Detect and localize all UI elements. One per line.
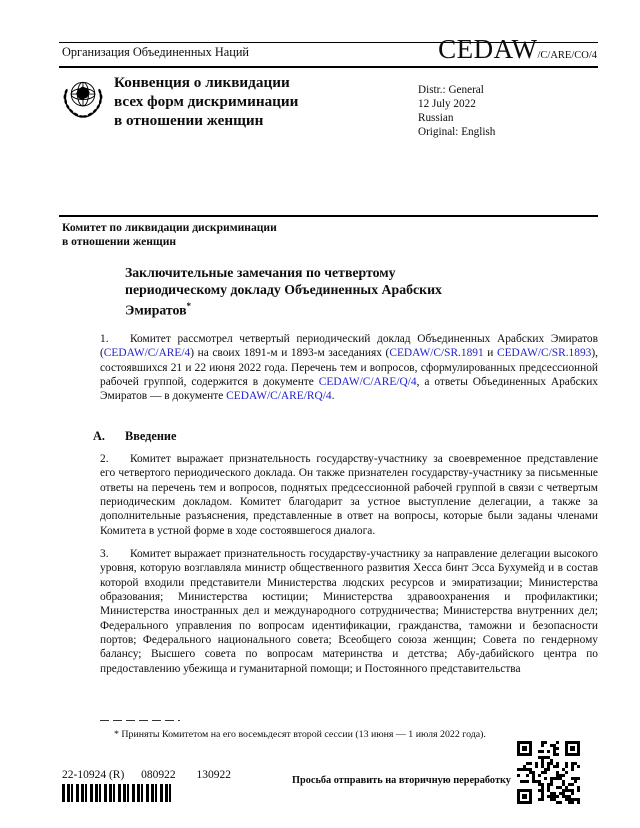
- recycle-text: Просьба отправить на вторичную переработку: [292, 775, 511, 786]
- job-number: 22-10924 (R): [62, 769, 125, 781]
- paragraph-text-segment: , а ответы Объединенных Арабских Эмиратов –– в документе: [100, 376, 598, 403]
- section-letter: A.: [93, 429, 105, 443]
- footnote: [100, 729, 548, 741]
- section-a-heading: [93, 429, 176, 444]
- paragraph-number: 1.: [100, 333, 109, 345]
- convention-title-line: в отношении женщин: [114, 111, 264, 129]
- paragraph-text-segment: .: [331, 390, 335, 403]
- footnote-marker: *: [114, 729, 119, 740]
- header-bottom-rule: [59, 66, 598, 68]
- symbol-cedaw: CEDAW: [438, 34, 538, 64]
- paragraph-number: 3.: [100, 548, 109, 560]
- convention-title-line: Конвенция о ликвидации: [114, 74, 290, 91]
- convention-title: [114, 74, 298, 130]
- committee-name-line: в отношении женщин: [62, 234, 177, 248]
- job-code-2: 130922: [196, 769, 232, 781]
- recycle-notice: [292, 770, 535, 791]
- document-title-text: Заключительные замечания по четвертому периодическому докладу Объединенных Арабских Эмиратов: [125, 265, 442, 318]
- section-label: Введение: [125, 429, 177, 443]
- distr-type: Distr.: General: [418, 84, 484, 96]
- distr-language: Russian: [418, 111, 454, 124]
- job-number-line: [62, 769, 231, 781]
- section-divider-rule: [59, 215, 598, 217]
- footnote-divider: [100, 720, 180, 721]
- job-code-1: 080922: [141, 769, 176, 781]
- document-symbol-link[interactable]: CEDAW/C/ARE/RQ/4: [226, 390, 332, 403]
- paragraph-1-text: [100, 333, 598, 402]
- footnote-text: Приняты Комитетом на его восемьдесят второй сессии (13 июня — 1 июля 2022 года).: [121, 729, 486, 740]
- paragraph-text-segment: и: [483, 347, 497, 360]
- committee-name-line: Комитет по ликвидации дискриминации: [62, 221, 277, 234]
- paragraph-2: [100, 452, 598, 538]
- paragraph-1: [100, 332, 598, 404]
- qr-finder-bottom-left: [517, 789, 532, 804]
- convention-title-line: всех форм дискриминации: [114, 92, 299, 110]
- document-symbol: [438, 34, 597, 65]
- document-symbol-link[interactable]: CEDAW/C/SR.1891: [389, 347, 484, 360]
- qr-finder-top-left: [517, 741, 532, 756]
- distribution-info: [418, 84, 495, 140]
- paragraph-text-segment: ), состоявшихся 21 и 22 июня 2022 года. Перечень тем и вопросов, сформулированных предсессионной рабочей группой, содержится в документе: [100, 347, 598, 389]
- title-footnote-marker: *: [186, 301, 192, 311]
- document-symbol-link[interactable]: CEDAW/C/SR.1893: [497, 347, 592, 360]
- paragraph-2-text: Комитет выражает признательность государству-участнику за своевременное представление его четвертого периодического доклада. Он также признателен государству-участнику за письменные ответы на перечень тем и вопросов, поднятых предсессионной рабочей группой в связи с четвертым периодическим докладом. Комитет благодарит за устное выступление делегации, а также за дополнительные разъяснения, представленные в ответ на вопросы, которые были заданы членами Комитета в устной форме в ходе состоявшегося диалога.: [100, 453, 598, 537]
- distr-date: 12 July 2022: [418, 97, 476, 110]
- document-symbol-link[interactable]: CEDAW/C/ARE/Q/4: [318, 376, 417, 389]
- committee-name: [62, 221, 277, 249]
- distr-original: Original: English: [418, 125, 496, 138]
- paragraph-text-segment: ) на своих 1891-м и 1893-м заседаниях (: [190, 347, 390, 360]
- paragraph-text-segment: Комитет рассмотрел четвертый периодический доклад Объединенных Арабских Эмиратов (: [100, 333, 598, 360]
- un-emblem-icon: [56, 71, 110, 129]
- symbol-suffix: /C/ARE/CO/4: [537, 50, 597, 61]
- barcode: [62, 784, 174, 802]
- paragraph-number: 2.: [100, 453, 109, 465]
- qr-code: [517, 741, 580, 804]
- paragraph-3-text: Комитет выражает признательность государству-участнику за направление делегации высокого уровня, которую возглавляла министр общественного развития Хесса бинт Эсса Бухумейд и в состав которой входили представители Министерства людских ресурсов и эмиратизации; Министерства образования; Министерства юстиции; Министерства здравоохранения и профилактики; Министерства иностранных дел и международного сотрудничества; Министерства внутренних дел; Федерального управления по вопросам идентификации, гражданства, таможни и безопасности портов; Федерального национального совета; Всеобщего союза женщин; Совета по гендерному балансу; Высшего совета по вопросам материнства и детства; Абу-дабийского центра по предоставлению убежища и гуманитарной помощи; и Постоянного представительства: [100, 548, 598, 675]
- document-symbol-link[interactable]: CEDAW/C/ARE/4: [103, 347, 191, 360]
- document-title: [125, 264, 480, 319]
- un-org-name: Организация Объединенных Наций: [62, 45, 249, 59]
- paragraph-3: [100, 547, 598, 676]
- qr-finder-top-right: [565, 741, 580, 756]
